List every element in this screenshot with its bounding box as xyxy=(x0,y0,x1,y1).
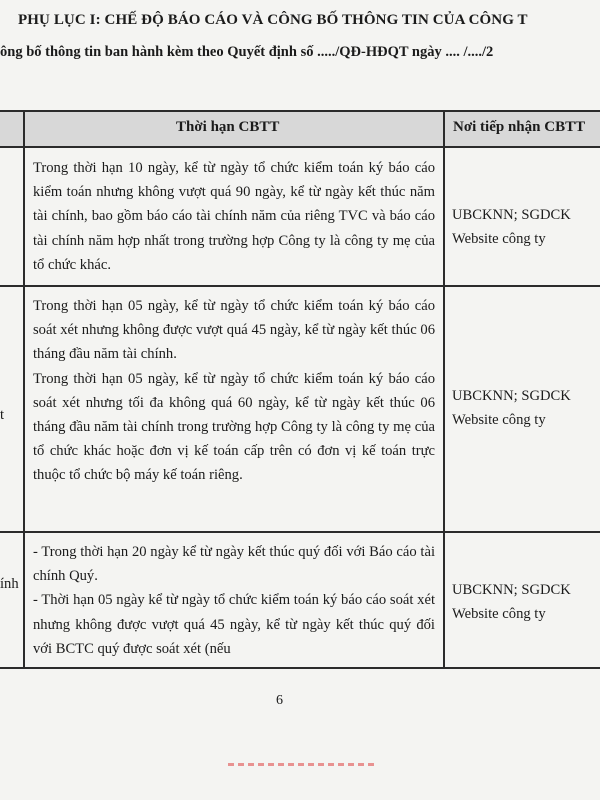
row-2-stub: t xyxy=(0,407,5,423)
recipient-line: Website công ty xyxy=(452,231,546,247)
row-2-deadline-a: Trong thời hạn 05 ngày, kể từ ngày tổ chức kiểm toán ký báo cáo soát xét nhưng không được vượt quá 45 ngày, kể từ ngày kết thúc 06 tháng đầu năm tài chính. xyxy=(33,298,435,363)
recipient-line: Website công ty xyxy=(452,412,546,428)
recipient-line: Website công ty xyxy=(452,606,546,622)
row-3-stub: ính xyxy=(0,576,19,592)
row-3-deadline-b: - Thời hạn 05 ngày kể từ ngày tổ chức kiểm toán ký báo cáo soát xét nhưng không được vượt quá 45 ngày, kể từ ngày kết thúc quý đối với BCTC quý được soát xét (nếu xyxy=(33,592,435,657)
row-2-deadline-b: Trong thời hạn 05 ngày, kể từ ngày tổ chức kiểm toán ký báo cáo soát xét nhưng tối đa không quá 60 ngày, kể từ ngày kết thúc 06 tháng đầu năm tài chính trong trường hợp Công ty là công ty mẹ của tổ chức khác hoặc đơn vị kế toán cấp trên có đơn vị kế toán trực thuộc tổ chức bộ máy kế toán riêng. xyxy=(33,370,435,484)
table-row xyxy=(33,294,435,488)
document-subtitle: ông bố thông tin ban hành kèm theo Quyết định số ...../QĐ-HĐQT ngày .... /..../2 xyxy=(0,44,494,60)
row-3-deadline-a: - Trong thời hạn 20 ngày kể từ ngày kết thúc quý đối với Báo cáo tài chính Quý. xyxy=(33,544,435,585)
page-number: 6 xyxy=(276,693,283,708)
stamp-bleed-mark xyxy=(228,763,378,766)
recipient-line: UBCKNN; SGDCK xyxy=(452,207,571,223)
header-deadline: Thời hạn CBTT xyxy=(176,119,280,135)
row-1-deadline: Trong thời hạn 10 ngày, kể từ ngày tổ chức kiểm toán ký báo cáo kiểm toán nhưng không vượt quá 90 ngày, kể từ ngày kết thúc năm tài chính, bao gồm báo cáo tài chính năm của riêng TVC và báo cáo tài chính năm hợp nhất trong trường hợp Công ty là công ty mẹ của tổ chức khác. xyxy=(33,160,435,273)
table-row xyxy=(33,156,435,277)
table-row xyxy=(33,540,435,667)
row-2-recipient xyxy=(452,384,571,432)
row-3-recipient xyxy=(452,578,571,626)
document-title: PHỤ LỤC I: CHẾ ĐỘ BÁO CÁO VÀ CÔNG BỐ THÔNG TIN CỦA CÔNG T xyxy=(18,12,528,28)
header-recipient: Nơi tiếp nhận CBTT xyxy=(453,119,586,135)
recipient-line: UBCKNN; SGDCK xyxy=(452,582,571,598)
row-1-recipient xyxy=(452,203,571,251)
recipient-line: UBCKNN; SGDCK xyxy=(452,388,571,404)
